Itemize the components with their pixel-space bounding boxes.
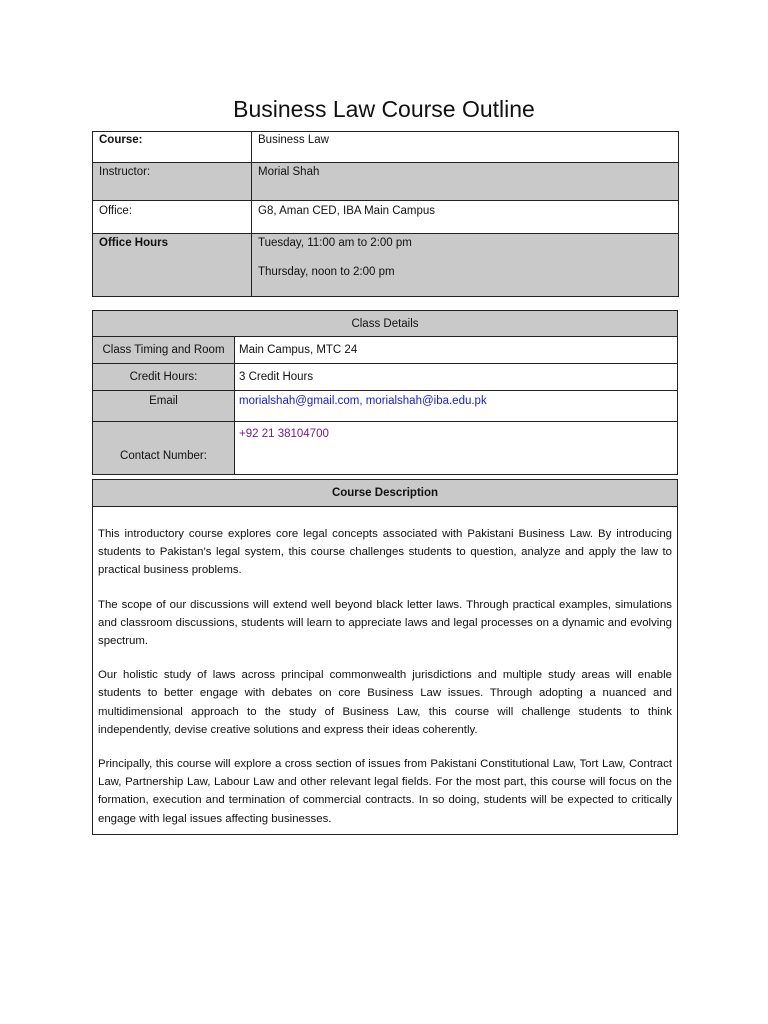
timing-value: Main Campus, MTC 24 <box>235 337 678 364</box>
credit-row <box>93 364 678 391</box>
instructor-row <box>93 163 679 201</box>
course-description-body-row <box>93 507 678 835</box>
office-value: G8, Aman CED, IBA Main Campus <box>252 201 679 234</box>
credit-value: 3 Credit Hours <box>235 364 678 391</box>
course-description-heading: Course Description <box>93 480 678 507</box>
course-row <box>93 132 679 163</box>
email-row <box>93 391 678 422</box>
email-value[interactable] <box>235 391 678 422</box>
office-hours-line-2: Thursday, noon to 2:00 pm <box>258 266 395 278</box>
timing-label: Class Timing and Room <box>93 337 235 364</box>
contact-phone-link[interactable]: +92 21 38104700 <box>239 428 329 440</box>
office-label: Office: <box>93 201 252 234</box>
office-hours-value <box>252 234 679 297</box>
contact-row <box>93 422 678 475</box>
office-hours-row <box>93 234 679 297</box>
course-description-table <box>92 479 678 835</box>
page-title: Business Law Course Outline <box>233 96 535 122</box>
description-paragraph-4: Principally, this course will explore a cross section of issues from Pakistani Constitutional Law, Tort Law, Contract Law, Partnership Law, Labour Law and other relevant legal fields. For the most part, this course will focus on the formation, execution and termination of commercial contracts. In so doing, students will be expected to critically engage with legal issues affecting businesses. <box>98 758 672 825</box>
class-details-table <box>92 310 678 475</box>
contact-label: Contact Number: <box>93 422 235 475</box>
contact-value[interactable] <box>235 422 678 475</box>
class-details-heading: Class Details <box>93 311 678 337</box>
instructor-value: Morial Shah <box>252 163 679 201</box>
office-hours-line-1: Tuesday, 11:00 am to 2:00 pm <box>258 237 412 249</box>
course-label: Course: <box>93 132 252 163</box>
class-details-header-row <box>93 311 678 337</box>
timing-row <box>93 337 678 364</box>
course-value: Business Law <box>252 132 679 163</box>
description-paragraph-1: This introductory course explores core legal concepts associated with Pakistani Business Law. By introducing students to Pakistan’s legal system, this course challenges students to question, analyze and apply the law to practical business problems. <box>98 528 672 577</box>
description-paragraph-3: Our holistic study of laws across principal commonwealth jurisdictions and multiple study areas will enable students to better engage with debates on core Business Law issues. Through adopting a nuanced and multidimensional approach to the study of Business Law, this course will challenge students to think independently, devise creative solutions and express their ideas coherently. <box>98 669 672 736</box>
email-label: Email <box>93 391 235 422</box>
email-link[interactable]: morialshah@gmail.com, morialshah@iba.edu.pk <box>239 395 487 407</box>
description-paragraph-2: The scope of our discussions will extend well beyond black letter laws. Through practical examples, simulations and classroom discussions, students will learn to appreciate laws and legal processes on a dynamic and evolving spectrum. <box>98 598 672 648</box>
course-description-body <box>93 507 678 835</box>
office-hours-label: Office Hours <box>93 234 252 297</box>
course-description-header-row <box>93 480 678 507</box>
instructor-label: Instructor: <box>93 163 252 201</box>
course-info-table <box>92 131 679 297</box>
office-row <box>93 201 679 234</box>
credit-label: Credit Hours: <box>93 364 235 391</box>
